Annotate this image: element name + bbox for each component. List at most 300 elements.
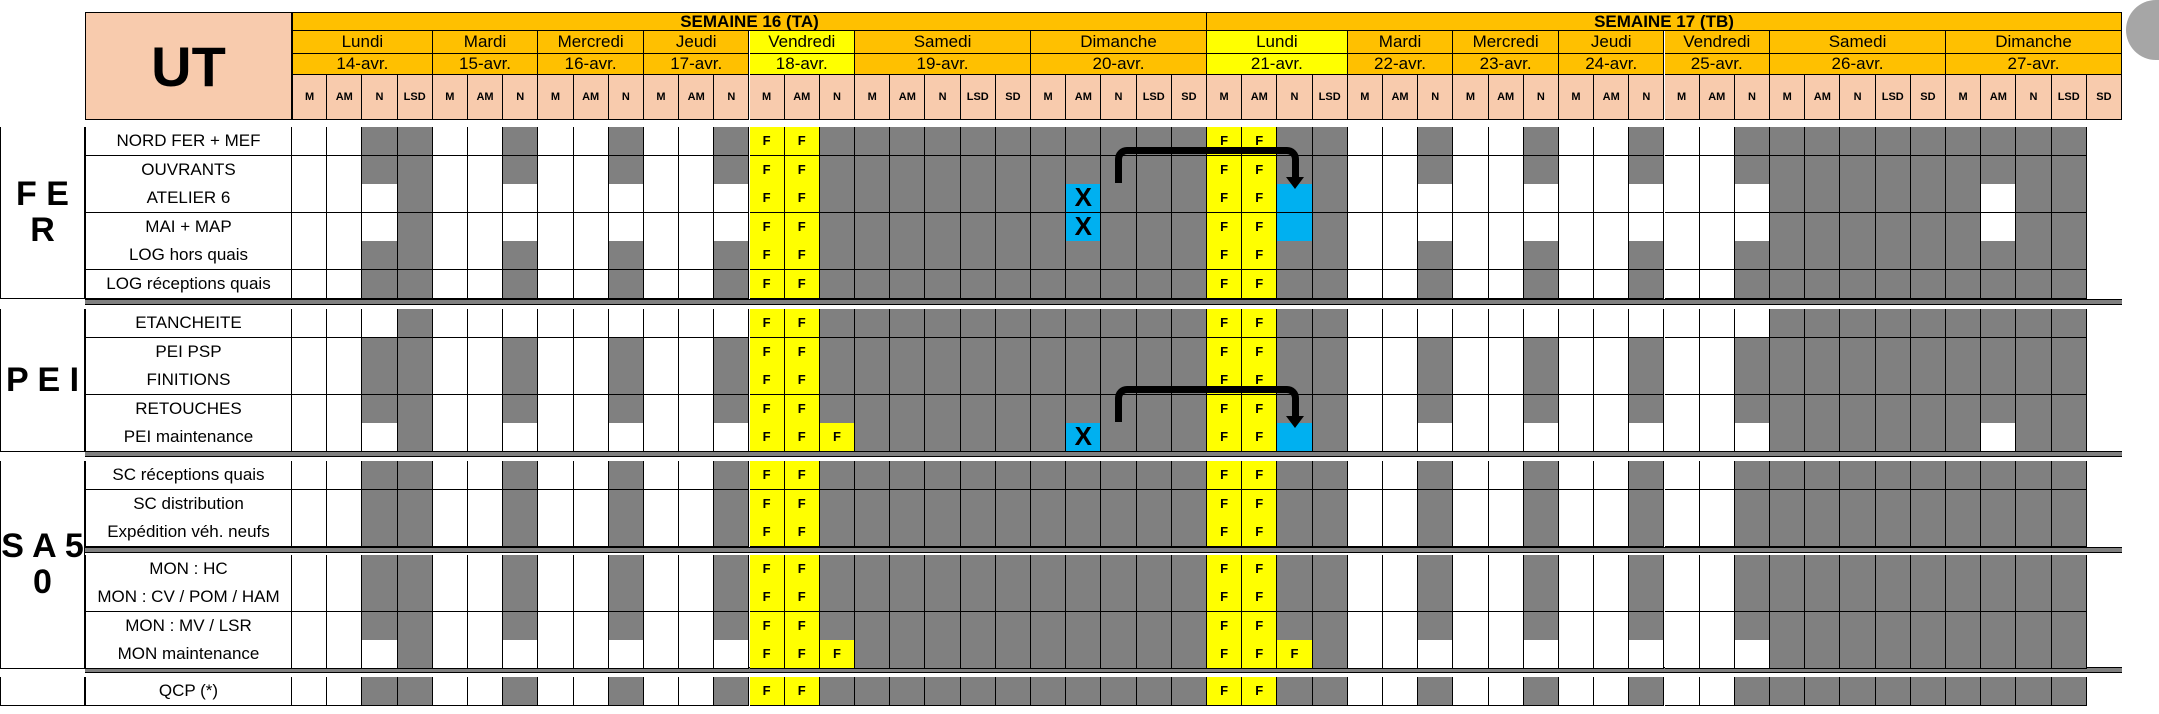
grid-cell[interactable] xyxy=(1840,518,1875,547)
grid-cell[interactable] xyxy=(609,127,644,156)
grid-cell[interactable] xyxy=(1770,490,1805,519)
grid-cell[interactable] xyxy=(433,156,468,185)
grid-cell[interactable] xyxy=(1418,338,1453,367)
grid-cell[interactable] xyxy=(1700,461,1735,490)
grid-cell[interactable] xyxy=(1700,309,1735,338)
grid-cell[interactable] xyxy=(1911,270,1946,299)
grid-cell[interactable] xyxy=(468,213,503,242)
grid-cell[interactable] xyxy=(1735,640,1770,669)
grid-cell[interactable] xyxy=(433,127,468,156)
f-cell[interactable]: F xyxy=(750,518,785,547)
f-cell[interactable]: F xyxy=(1207,213,1242,242)
grid-cell[interactable] xyxy=(1911,490,1946,519)
grid-cell[interactable] xyxy=(1700,241,1735,270)
grid-cell[interactable] xyxy=(1594,612,1629,641)
grid-cell[interactable] xyxy=(2052,423,2087,452)
grid-cell[interactable] xyxy=(1665,127,1700,156)
grid-cell[interactable] xyxy=(1559,184,1594,213)
grid-cell[interactable] xyxy=(1066,555,1101,584)
grid-cell[interactable] xyxy=(2016,184,2051,213)
grid-cell[interactable] xyxy=(1770,213,1805,242)
grid-cell[interactable] xyxy=(1700,366,1735,395)
grid-cell[interactable] xyxy=(503,423,538,452)
grid-cell[interactable] xyxy=(1559,366,1594,395)
grid-cell[interactable] xyxy=(1066,612,1101,641)
grid-cell[interactable] xyxy=(1876,270,1911,299)
grid-cell[interactable] xyxy=(2052,213,2087,242)
grid-cell[interactable] xyxy=(1383,184,1418,213)
f-cell[interactable]: F xyxy=(1242,309,1277,338)
grid-cell[interactable] xyxy=(1946,677,1981,706)
grid-cell[interactable] xyxy=(925,309,960,338)
f-cell[interactable]: F xyxy=(750,241,785,270)
f-cell[interactable]: F xyxy=(785,677,820,706)
grid-cell[interactable] xyxy=(1946,366,1981,395)
grid-cell[interactable] xyxy=(1946,270,1981,299)
grid-cell[interactable] xyxy=(1031,423,1066,452)
grid-cell[interactable] xyxy=(1735,461,1770,490)
grid-cell[interactable] xyxy=(362,461,397,490)
grid-cell[interactable] xyxy=(2016,583,2051,612)
grid-cell[interactable] xyxy=(1770,555,1805,584)
grid-cell[interactable] xyxy=(1277,309,1312,338)
grid-cell[interactable] xyxy=(855,395,890,424)
grid-cell[interactable] xyxy=(1101,555,1136,584)
grid-cell[interactable] xyxy=(1172,309,1207,338)
grid-cell[interactable] xyxy=(362,583,397,612)
grid-cell[interactable] xyxy=(2016,270,2051,299)
f-cell[interactable]: F xyxy=(750,640,785,669)
f-cell[interactable]: F xyxy=(1207,555,1242,584)
grid-cell[interactable] xyxy=(503,555,538,584)
grid-cell[interactable] xyxy=(996,640,1031,669)
grid-cell[interactable] xyxy=(503,366,538,395)
grid-cell[interactable] xyxy=(1665,213,1700,242)
grid-cell[interactable] xyxy=(1665,366,1700,395)
grid-cell[interactable] xyxy=(644,518,679,547)
grid-cell[interactable] xyxy=(574,555,609,584)
grid-cell[interactable] xyxy=(925,677,960,706)
grid-cell[interactable] xyxy=(538,461,573,490)
grid-cell[interactable] xyxy=(1418,555,1453,584)
grid-cell[interactable] xyxy=(1594,677,1629,706)
grid-cell[interactable] xyxy=(890,640,925,669)
grid-cell[interactable] xyxy=(327,366,362,395)
grid-cell[interactable] xyxy=(1665,241,1700,270)
grid-cell[interactable] xyxy=(996,677,1031,706)
grid-cell[interactable] xyxy=(1911,423,1946,452)
grid-cell[interactable] xyxy=(714,677,749,706)
grid-cell[interactable] xyxy=(292,555,327,584)
f-cell[interactable]: F xyxy=(750,127,785,156)
grid-cell[interactable] xyxy=(644,612,679,641)
grid-cell[interactable] xyxy=(2016,461,2051,490)
grid-cell[interactable] xyxy=(1840,366,1875,395)
grid-cell[interactable] xyxy=(644,127,679,156)
grid-cell[interactable] xyxy=(714,612,749,641)
grid-cell[interactable] xyxy=(1453,555,1488,584)
grid-cell[interactable] xyxy=(1559,127,1594,156)
grid-cell[interactable] xyxy=(1101,270,1136,299)
grid-cell[interactable] xyxy=(1876,184,1911,213)
f-cell[interactable]: F xyxy=(1207,490,1242,519)
grid-cell[interactable] xyxy=(996,583,1031,612)
grid-cell[interactable] xyxy=(714,461,749,490)
grid-cell[interactable] xyxy=(362,640,397,669)
grid-cell[interactable] xyxy=(1735,127,1770,156)
grid-cell[interactable] xyxy=(468,555,503,584)
grid-cell[interactable] xyxy=(1418,461,1453,490)
grid-cell[interactable] xyxy=(1594,338,1629,367)
grid-cell[interactable] xyxy=(1489,213,1524,242)
grid-cell[interactable] xyxy=(292,270,327,299)
grid-cell[interactable] xyxy=(2016,490,2051,519)
grid-cell[interactable] xyxy=(1805,366,1840,395)
grid-cell[interactable] xyxy=(1559,395,1594,424)
grid-cell[interactable] xyxy=(1489,366,1524,395)
grid-cell[interactable] xyxy=(820,461,855,490)
grid-cell[interactable] xyxy=(1911,127,1946,156)
grid-cell[interactable] xyxy=(1770,583,1805,612)
grid-cell[interactable] xyxy=(292,612,327,641)
grid-cell[interactable] xyxy=(1805,241,1840,270)
grid-cell[interactable] xyxy=(1735,583,1770,612)
grid-cell[interactable] xyxy=(1981,612,2016,641)
grid-cell[interactable] xyxy=(1840,156,1875,185)
grid-cell[interactable] xyxy=(1629,395,1664,424)
grid-cell[interactable] xyxy=(327,518,362,547)
grid-cell[interactable] xyxy=(609,583,644,612)
grid-cell[interactable] xyxy=(574,677,609,706)
grid-cell[interactable] xyxy=(1665,612,1700,641)
grid-cell[interactable] xyxy=(362,395,397,424)
grid-cell[interactable] xyxy=(961,423,996,452)
grid-cell[interactable] xyxy=(1946,555,1981,584)
grid-cell[interactable] xyxy=(1524,640,1559,669)
grid-cell[interactable] xyxy=(890,423,925,452)
grid-cell[interactable] xyxy=(1418,518,1453,547)
grid-cell[interactable] xyxy=(925,612,960,641)
grid-cell[interactable] xyxy=(362,677,397,706)
grid-cell[interactable] xyxy=(1453,338,1488,367)
grid-cell[interactable] xyxy=(1911,555,1946,584)
grid-cell[interactable] xyxy=(679,127,714,156)
grid-cell[interactable] xyxy=(1313,184,1348,213)
x-cell[interactable]: X xyxy=(1066,213,1101,242)
grid-cell[interactable] xyxy=(1066,583,1101,612)
grid-cell[interactable] xyxy=(1946,490,1981,519)
grid-cell[interactable] xyxy=(1770,423,1805,452)
grid-cell[interactable] xyxy=(398,640,433,669)
grid-cell[interactable] xyxy=(1172,640,1207,669)
f-cell[interactable]: F xyxy=(750,338,785,367)
grid-cell[interactable] xyxy=(820,309,855,338)
grid-cell[interactable] xyxy=(1031,213,1066,242)
f-cell[interactable]: F xyxy=(1242,241,1277,270)
f-cell[interactable]: F xyxy=(750,366,785,395)
grid-cell[interactable] xyxy=(362,518,397,547)
grid-cell[interactable] xyxy=(609,241,644,270)
grid-cell[interactable] xyxy=(890,555,925,584)
grid-cell[interactable] xyxy=(574,241,609,270)
grid-cell[interactable] xyxy=(503,677,538,706)
grid-cell[interactable] xyxy=(714,213,749,242)
grid-cell[interactable] xyxy=(855,213,890,242)
f-cell[interactable]: F xyxy=(1207,518,1242,547)
grid-cell[interactable] xyxy=(574,461,609,490)
f-cell[interactable]: F xyxy=(1242,395,1277,424)
f-cell[interactable]: F xyxy=(1242,213,1277,242)
grid-cell[interactable] xyxy=(1770,184,1805,213)
grid-cell[interactable] xyxy=(644,270,679,299)
grid-cell[interactable] xyxy=(1805,395,1840,424)
grid-cell[interactable] xyxy=(679,241,714,270)
grid-cell[interactable] xyxy=(1383,461,1418,490)
grid-cell[interactable] xyxy=(1805,184,1840,213)
grid-cell[interactable] xyxy=(1946,612,1981,641)
grid-cell[interactable] xyxy=(609,677,644,706)
grid-cell[interactable] xyxy=(1348,490,1383,519)
grid-cell[interactable] xyxy=(925,490,960,519)
grid-cell[interactable] xyxy=(292,518,327,547)
grid-cell[interactable] xyxy=(961,395,996,424)
grid-cell[interactable] xyxy=(1383,127,1418,156)
grid-cell[interactable] xyxy=(2052,127,2087,156)
grid-cell[interactable] xyxy=(1101,518,1136,547)
grid-cell[interactable] xyxy=(1911,338,1946,367)
grid-cell[interactable] xyxy=(1559,241,1594,270)
grid-cell[interactable] xyxy=(1805,156,1840,185)
f-cell[interactable]: F xyxy=(785,184,820,213)
grid-cell[interactable] xyxy=(398,555,433,584)
grid-cell[interactable] xyxy=(961,309,996,338)
grid-cell[interactable] xyxy=(2052,156,2087,185)
grid-cell[interactable] xyxy=(1313,612,1348,641)
grid-cell[interactable] xyxy=(433,184,468,213)
grid-cell[interactable] xyxy=(1383,555,1418,584)
grid-cell[interactable] xyxy=(1735,423,1770,452)
grid-cell[interactable] xyxy=(327,640,362,669)
grid-cell[interactable] xyxy=(1735,338,1770,367)
f-cell[interactable]: F xyxy=(785,640,820,669)
grid-cell[interactable] xyxy=(1629,490,1664,519)
grid-cell[interactable] xyxy=(327,338,362,367)
grid-cell[interactable] xyxy=(538,241,573,270)
grid-cell[interactable] xyxy=(503,338,538,367)
grid-cell[interactable] xyxy=(1101,677,1136,706)
grid-cell[interactable] xyxy=(468,490,503,519)
grid-cell[interactable] xyxy=(1453,184,1488,213)
grid-cell[interactable] xyxy=(1418,395,1453,424)
grid-cell[interactable] xyxy=(292,640,327,669)
grid-cell[interactable] xyxy=(1981,366,2016,395)
grid-cell[interactable] xyxy=(2052,518,2087,547)
grid-cell[interactable] xyxy=(292,423,327,452)
grid-cell[interactable] xyxy=(1101,640,1136,669)
grid-cell[interactable] xyxy=(1172,184,1207,213)
x-cell[interactable]: X xyxy=(1066,423,1101,452)
grid-cell[interactable] xyxy=(820,677,855,706)
grid-cell[interactable] xyxy=(1524,612,1559,641)
grid-cell[interactable] xyxy=(925,640,960,669)
grid-cell[interactable] xyxy=(1946,338,1981,367)
grid-cell[interactable] xyxy=(1137,461,1172,490)
grid-cell[interactable] xyxy=(1911,677,1946,706)
grid-cell[interactable] xyxy=(1911,184,1946,213)
grid-cell[interactable] xyxy=(1911,366,1946,395)
grid-cell[interactable] xyxy=(609,640,644,669)
grid-cell[interactable] xyxy=(1313,583,1348,612)
grid-cell[interactable] xyxy=(1911,156,1946,185)
grid-cell[interactable] xyxy=(503,309,538,338)
grid-cell[interactable] xyxy=(1031,677,1066,706)
grid-cell[interactable] xyxy=(1629,366,1664,395)
grid-cell[interactable] xyxy=(1594,127,1629,156)
grid-cell[interactable] xyxy=(1805,612,1840,641)
f-cell[interactable]: F xyxy=(1207,461,1242,490)
grid-cell[interactable] xyxy=(1805,555,1840,584)
grid-cell[interactable] xyxy=(362,612,397,641)
f-cell[interactable]: F xyxy=(750,612,785,641)
grid-cell[interactable] xyxy=(292,127,327,156)
grid-cell[interactable] xyxy=(925,518,960,547)
grid-cell[interactable] xyxy=(1313,395,1348,424)
grid-cell[interactable] xyxy=(574,338,609,367)
grid-cell[interactable] xyxy=(1840,127,1875,156)
grid-cell[interactable] xyxy=(468,366,503,395)
grid-cell[interactable] xyxy=(538,366,573,395)
grid-cell[interactable] xyxy=(1594,309,1629,338)
grid-cell[interactable] xyxy=(503,395,538,424)
grid-cell[interactable] xyxy=(1313,640,1348,669)
grid-cell[interactable] xyxy=(1524,156,1559,185)
grid-cell[interactable] xyxy=(1172,490,1207,519)
grid-cell[interactable] xyxy=(1489,518,1524,547)
grid-cell[interactable] xyxy=(1383,677,1418,706)
grid-cell[interactable] xyxy=(2052,270,2087,299)
grid-cell[interactable] xyxy=(2052,677,2087,706)
grid-cell[interactable] xyxy=(1101,309,1136,338)
grid-cell[interactable] xyxy=(2052,184,2087,213)
grid-cell[interactable] xyxy=(1911,213,1946,242)
grid-cell[interactable] xyxy=(538,423,573,452)
f-cell[interactable]: F xyxy=(750,461,785,490)
grid-cell[interactable] xyxy=(1805,518,1840,547)
grid-cell[interactable] xyxy=(925,366,960,395)
grid-cell[interactable] xyxy=(1453,677,1488,706)
grid-cell[interactable] xyxy=(1911,612,1946,641)
grid-cell[interactable] xyxy=(1524,270,1559,299)
grid-cell[interactable] xyxy=(2016,366,2051,395)
grid-cell[interactable] xyxy=(855,366,890,395)
grid-cell[interactable] xyxy=(996,395,1031,424)
grid-cell[interactable] xyxy=(714,241,749,270)
grid-cell[interactable] xyxy=(2052,583,2087,612)
grid-cell[interactable] xyxy=(714,640,749,669)
grid-cell[interactable] xyxy=(1418,366,1453,395)
grid-cell[interactable] xyxy=(538,395,573,424)
grid-cell[interactable] xyxy=(2016,156,2051,185)
grid-cell[interactable] xyxy=(961,555,996,584)
grid-cell[interactable] xyxy=(996,555,1031,584)
grid-cell[interactable] xyxy=(1031,395,1066,424)
grid-cell[interactable] xyxy=(1418,127,1453,156)
f-cell[interactable]: F xyxy=(750,423,785,452)
grid-cell[interactable] xyxy=(292,677,327,706)
grid-cell[interactable] xyxy=(1876,395,1911,424)
grid-cell[interactable] xyxy=(1981,270,2016,299)
grid-cell[interactable] xyxy=(855,518,890,547)
grid-cell[interactable] xyxy=(1313,366,1348,395)
grid-cell[interactable] xyxy=(1524,555,1559,584)
grid-cell[interactable] xyxy=(2016,241,2051,270)
grid-cell[interactable] xyxy=(362,156,397,185)
grid-cell[interactable] xyxy=(609,612,644,641)
grid-cell[interactable] xyxy=(1665,518,1700,547)
f-cell[interactable]: F xyxy=(750,309,785,338)
f-cell[interactable]: F xyxy=(785,612,820,641)
grid-cell[interactable] xyxy=(961,270,996,299)
grid-cell[interactable] xyxy=(574,583,609,612)
grid-cell[interactable] xyxy=(1665,270,1700,299)
grid-cell[interactable] xyxy=(1101,241,1136,270)
grid-cell[interactable] xyxy=(1066,309,1101,338)
grid-cell[interactable] xyxy=(1946,518,1981,547)
grid-cell[interactable] xyxy=(468,309,503,338)
f-cell[interactable]: F xyxy=(1242,366,1277,395)
grid-cell[interactable] xyxy=(890,309,925,338)
grid-cell[interactable] xyxy=(1911,583,1946,612)
f-cell[interactable]: F xyxy=(750,490,785,519)
grid-cell[interactable] xyxy=(855,555,890,584)
grid-cell[interactable] xyxy=(538,338,573,367)
grid-cell[interactable] xyxy=(1453,423,1488,452)
grid-cell[interactable] xyxy=(503,583,538,612)
grid-cell[interactable] xyxy=(1594,270,1629,299)
grid-cell[interactable] xyxy=(961,338,996,367)
grid-cell[interactable] xyxy=(1383,366,1418,395)
grid-cell[interactable] xyxy=(1348,640,1383,669)
grid-cell[interactable] xyxy=(1348,213,1383,242)
grid-cell[interactable] xyxy=(398,461,433,490)
grid-cell[interactable] xyxy=(433,213,468,242)
grid-cell[interactable] xyxy=(1137,612,1172,641)
grid-cell[interactable] xyxy=(2016,309,2051,338)
grid-cell[interactable] xyxy=(538,518,573,547)
grid-cell[interactable] xyxy=(1665,490,1700,519)
f-cell[interactable]: F xyxy=(785,555,820,584)
f-cell[interactable]: F xyxy=(1242,612,1277,641)
grid-cell[interactable] xyxy=(1101,338,1136,367)
grid-cell[interactable] xyxy=(1876,366,1911,395)
grid-cell[interactable] xyxy=(574,366,609,395)
grid-cell[interactable] xyxy=(1594,490,1629,519)
grid-cell[interactable] xyxy=(1981,241,2016,270)
f-cell[interactable]: F xyxy=(785,156,820,185)
grid-cell[interactable] xyxy=(609,213,644,242)
grid-cell[interactable] xyxy=(820,184,855,213)
grid-cell[interactable] xyxy=(1277,677,1312,706)
grid-cell[interactable] xyxy=(574,395,609,424)
grid-cell[interactable] xyxy=(609,461,644,490)
f-cell[interactable]: F xyxy=(750,156,785,185)
grid-cell[interactable] xyxy=(679,366,714,395)
grid-cell[interactable] xyxy=(1981,423,2016,452)
grid-cell[interactable] xyxy=(1735,270,1770,299)
grid-cell[interactable] xyxy=(1876,127,1911,156)
grid-cell[interactable] xyxy=(1348,583,1383,612)
grid-cell[interactable] xyxy=(327,127,362,156)
